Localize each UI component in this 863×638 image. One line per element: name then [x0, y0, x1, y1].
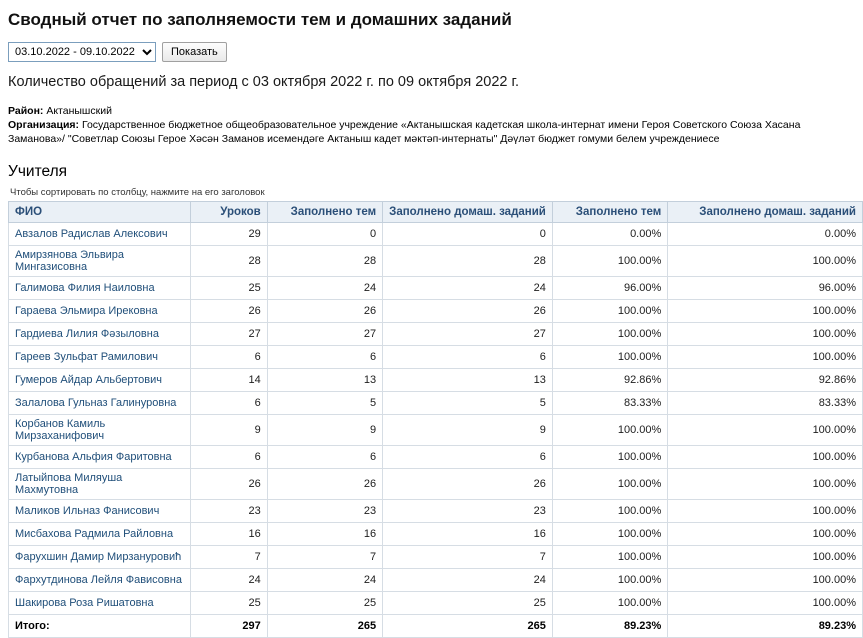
lessons-count: 6	[190, 345, 267, 368]
table-row[interactable]	[9, 391, 863, 414]
topics-filled: 23	[267, 499, 382, 522]
table-header-row	[9, 201, 863, 222]
homework-percent: 0.00%	[668, 222, 863, 245]
topics-percent: 100.00%	[552, 568, 667, 591]
homework-filled: 6	[383, 445, 553, 468]
topics-percent: 100.00%	[552, 445, 667, 468]
table-row[interactable]	[9, 445, 863, 468]
column-header-topics-filled[interactable]: Заполнено тем	[267, 201, 382, 222]
organization-label: Организация:	[8, 119, 80, 132]
teacher-name[interactable]	[9, 468, 191, 499]
total-topics-percent: 89.23%	[552, 614, 667, 637]
homework-filled: 26	[383, 468, 553, 499]
homework-percent: 100.00%	[668, 445, 863, 468]
topics-filled: 16	[267, 522, 382, 545]
teacher-name[interactable]	[9, 545, 191, 568]
table-row[interactable]	[9, 276, 863, 299]
homework-percent: 96.00%	[668, 276, 863, 299]
organization-info	[8, 104, 855, 147]
teacher-link[interactable]: Латыйпова Миляуша Махмутовна	[15, 471, 123, 496]
sort-hint: Чтобы сортировать по столбцу, нажмите на его заголовок	[10, 186, 265, 198]
lessons-count: 14	[190, 368, 267, 391]
lessons-count: 26	[190, 299, 267, 322]
topics-filled: 5	[267, 391, 382, 414]
topics-filled: 9	[267, 414, 382, 445]
table-total-row	[9, 614, 863, 637]
topics-filled: 27	[267, 322, 382, 345]
homework-percent: 92.86%	[668, 368, 863, 391]
homework-filled: 0	[383, 222, 553, 245]
table-row[interactable]	[9, 322, 863, 345]
homework-filled: 25	[383, 591, 553, 614]
homework-percent: 100.00%	[668, 322, 863, 345]
section-title-teachers: Учителя	[8, 162, 68, 180]
homework-filled: 6	[383, 345, 553, 368]
lessons-count: 27	[190, 322, 267, 345]
homework-filled: 23	[383, 499, 553, 522]
show-button[interactable]: Показать	[162, 42, 227, 62]
topics-filled: 24	[267, 568, 382, 591]
teacher-link[interactable]: Гумеров Айдар Альбертович	[15, 373, 163, 386]
homework-percent: 100.00%	[668, 522, 863, 545]
teacher-name[interactable]	[9, 276, 191, 299]
teacher-name[interactable]	[9, 499, 191, 522]
page-title: Сводный отчет по заполняемости тем и домашних заданий	[8, 10, 512, 29]
lessons-count: 25	[190, 591, 267, 614]
table-row[interactable]	[9, 299, 863, 322]
lessons-count: 24	[190, 568, 267, 591]
organization-value: Государственное бюджетное общеобразовательное учреждение «Актанышская кадетская школа-интернат имени Героя Советского Союза Хасана Заманова»/ "Советлар Союзы Герое Хәсән Заманов исемендәге Актаныш кадет мәктәп-интернаты" Дәүләт бюджет гомуми белем учреждениесе	[8, 119, 801, 146]
topics-filled: 28	[267, 245, 382, 276]
homework-percent: 100.00%	[668, 414, 863, 445]
table-row[interactable]	[9, 522, 863, 545]
homework-filled: 13	[383, 368, 553, 391]
homework-filled: 27	[383, 322, 553, 345]
lessons-count: 23	[190, 499, 267, 522]
teacher-name[interactable]	[9, 222, 191, 245]
teacher-name[interactable]	[9, 368, 191, 391]
homework-percent: 100.00%	[668, 499, 863, 522]
table-row[interactable]	[9, 368, 863, 391]
table-header	[9, 201, 863, 222]
teacher-link[interactable]: Корбанов Камиль Мирзаханифович	[15, 417, 106, 442]
table-row[interactable]	[9, 222, 863, 245]
lessons-count: 7	[190, 545, 267, 568]
homework-filled: 5	[383, 391, 553, 414]
teacher-name[interactable]	[9, 322, 191, 345]
topics-filled: 7	[267, 545, 382, 568]
teacher-link[interactable]: Маликов Ильназ Фанисович	[15, 504, 160, 517]
homework-percent: 100.00%	[668, 245, 863, 276]
topics-percent: 96.00%	[552, 276, 667, 299]
district-label: Район:	[8, 105, 44, 117]
teacher-link[interactable]: Галимова Филия Наиловна	[15, 281, 155, 294]
topics-filled: 13	[267, 368, 382, 391]
teacher-link[interactable]: Гараева Эльмира Ирековна	[15, 304, 158, 317]
teacher-link[interactable]: Фарухшин Дамир Мирзануровић	[15, 550, 182, 563]
teacher-link[interactable]: Фархутдинова Лейля Фависовна	[15, 573, 182, 586]
homework-filled: 9	[383, 414, 553, 445]
lessons-count: 25	[190, 276, 267, 299]
topics-percent: 0.00%	[552, 222, 667, 245]
homework-filled: 7	[383, 545, 553, 568]
topics-percent: 100.00%	[552, 299, 667, 322]
topics-percent: 100.00%	[552, 591, 667, 614]
homework-percent: 100.00%	[668, 299, 863, 322]
column-header-homework-filled[interactable]: Заполнено домаш. заданий	[383, 201, 553, 222]
table-row[interactable]	[9, 345, 863, 368]
lessons-count: 26	[190, 468, 267, 499]
column-header-lessons[interactable]: Уроков	[190, 201, 267, 222]
table-row[interactable]	[9, 568, 863, 591]
topics-percent: 83.33%	[552, 391, 667, 414]
column-header-homework-percent[interactable]: Заполнено домаш. заданий	[668, 201, 863, 222]
topics-filled: 25	[267, 591, 382, 614]
topics-percent: 92.86%	[552, 368, 667, 391]
topics-percent: 100.00%	[552, 468, 667, 499]
topics-percent: 100.00%	[552, 499, 667, 522]
teacher-link[interactable]: Амирзянова Эльвира Мингазисовна	[15, 248, 125, 273]
lessons-count: 28	[190, 245, 267, 276]
topics-percent: 100.00%	[552, 414, 667, 445]
period-summary: Количество обращений за период с 03 октября 2022 г. по 09 октября 2022 г.	[8, 74, 520, 90]
district-value: Актанышский	[46, 105, 112, 117]
topics-percent: 100.00%	[552, 345, 667, 368]
teachers-table	[8, 201, 863, 638]
total-homework: 265	[383, 614, 553, 637]
topics-percent: 100.00%	[552, 245, 667, 276]
homework-percent: 83.33%	[668, 391, 863, 414]
topics-filled: 24	[267, 276, 382, 299]
total-label: Итого:	[9, 614, 191, 637]
teacher-link[interactable]: Мисбахова Радмила Райловна	[15, 527, 174, 540]
table-row[interactable]	[9, 545, 863, 568]
table-row[interactable]	[9, 414, 863, 445]
homework-filled: 24	[383, 568, 553, 591]
teacher-link[interactable]: Гареев Зульфат Рамилович	[15, 350, 158, 363]
topics-percent: 100.00%	[552, 545, 667, 568]
teacher-name[interactable]	[9, 414, 191, 445]
teacher-link[interactable]: Шакирова Роза Ришатовна	[15, 596, 154, 609]
topics-filled: 0	[267, 222, 382, 245]
column-header-name[interactable]: ФИО	[9, 201, 191, 222]
organization-line	[8, 118, 855, 146]
table-body	[9, 222, 863, 637]
homework-percent: 100.00%	[668, 545, 863, 568]
topics-filled: 26	[267, 299, 382, 322]
lessons-count: 9	[190, 414, 267, 445]
teacher-name[interactable]	[9, 522, 191, 545]
homework-filled: 24	[383, 276, 553, 299]
lessons-count: 6	[190, 445, 267, 468]
total-homework-percent: 89.23%	[668, 614, 863, 637]
teacher-name[interactable]	[9, 568, 191, 591]
teacher-link[interactable]: Курбанова Альфия Фаритовна	[15, 450, 172, 463]
topics-filled: 6	[267, 445, 382, 468]
lessons-count: 6	[190, 391, 267, 414]
lessons-count: 29	[190, 222, 267, 245]
teacher-name[interactable]	[9, 345, 191, 368]
topics-filled: 6	[267, 345, 382, 368]
teacher-name[interactable]	[9, 445, 191, 468]
teacher-link[interactable]: Авзалов Радислав Алексович	[15, 227, 168, 240]
table-row[interactable]	[9, 245, 863, 276]
report-toolbar	[8, 42, 855, 62]
homework-filled: 28	[383, 245, 553, 276]
teacher-name[interactable]	[9, 391, 191, 414]
homework-filled: 26	[383, 299, 553, 322]
homework-filled: 16	[383, 522, 553, 545]
total-lessons: 297	[190, 614, 267, 637]
teacher-link[interactable]: Гардиева Лилия Фәзыловна	[15, 327, 159, 340]
teacher-name[interactable]	[9, 299, 191, 322]
teacher-link[interactable]: Залалова Гульназ Галинуровна	[15, 396, 177, 409]
homework-percent: 100.00%	[668, 591, 863, 614]
homework-percent: 100.00%	[668, 345, 863, 368]
table-row[interactable]	[9, 499, 863, 522]
district-line	[8, 104, 855, 118]
total-topics: 265	[267, 614, 382, 637]
column-header-topics-percent[interactable]: Заполнено тем	[552, 201, 667, 222]
table-row[interactable]	[9, 468, 863, 499]
topics-percent: 100.00%	[552, 322, 667, 345]
topics-filled: 26	[267, 468, 382, 499]
homework-percent: 100.00%	[668, 468, 863, 499]
period-select[interactable]	[8, 42, 156, 62]
lessons-count: 16	[190, 522, 267, 545]
teacher-name[interactable]	[9, 245, 191, 276]
topics-percent: 100.00%	[552, 522, 667, 545]
homework-percent: 100.00%	[668, 568, 863, 591]
